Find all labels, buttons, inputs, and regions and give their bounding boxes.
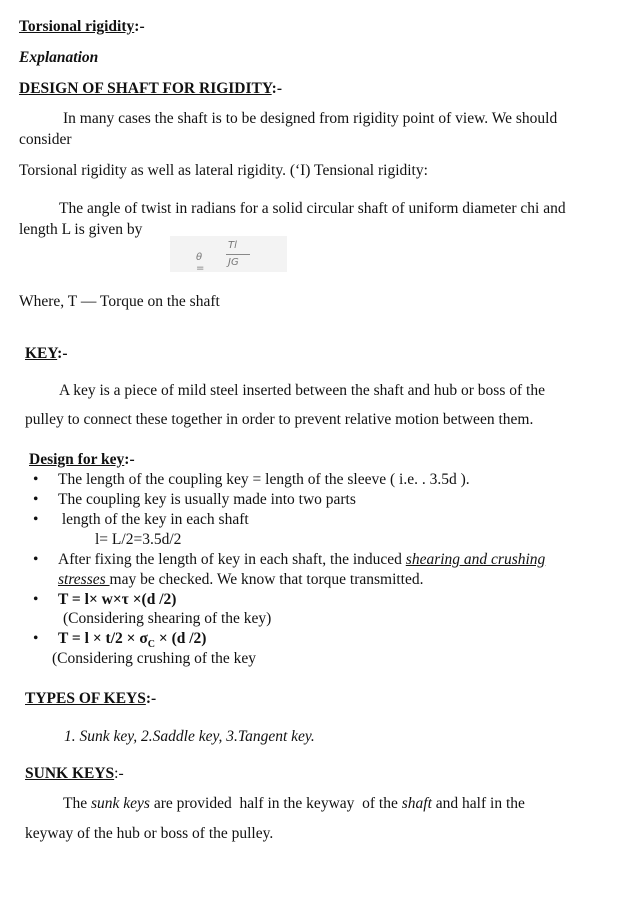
bullet-text: The length of the coupling key = length of the sleeve ( i.e. . 3.5d ).	[58, 471, 470, 488]
bullet-text	[58, 551, 545, 569]
fraction-bar	[226, 254, 250, 255]
heading-suffix: :-	[145, 690, 157, 707]
para1-line2: consider	[19, 131, 72, 148]
heading-text: SUNK KEYS	[25, 765, 115, 782]
key-heading	[25, 345, 68, 363]
bullet-text: length of the key in each shaft	[58, 511, 249, 528]
bullet-dot: •	[33, 630, 39, 647]
formula-subscript: C	[147, 639, 155, 651]
bullet-text: The coupling key is usually made into two parts	[58, 491, 356, 508]
emphasis-shaft: shaft	[401, 795, 432, 812]
shear-torque-formula: T = l× w×τ ×(d /2)	[58, 591, 177, 608]
types-heading	[25, 690, 156, 708]
heading-suffix: :-	[124, 451, 135, 468]
twist-formula-image	[170, 236, 287, 272]
crush-torque-formula	[58, 630, 206, 650]
formula-part: T = l × t/2 × σ	[58, 630, 148, 647]
sunk-line2: keyway of the hub or boss of the pulley.	[25, 825, 274, 842]
para2-line2: length L is given by	[19, 221, 143, 238]
formula-denominator: JG	[228, 257, 239, 268]
explanation-label: Explanation	[19, 49, 99, 66]
bullet-continuation	[58, 571, 424, 589]
bullet-dot: •	[33, 591, 39, 608]
text-run: The	[63, 795, 91, 812]
para1-line1: In many cases the shaft is to be designed from rigidity point of view. We should	[63, 110, 558, 127]
heading-text: Torsional rigidity	[19, 18, 135, 35]
bullet-dot: •	[33, 471, 39, 488]
bullet-dot: •	[33, 491, 39, 508]
heading-suffix: :-	[134, 18, 145, 35]
heading-text: Design for key	[29, 451, 125, 468]
bullet-dot: •	[33, 551, 39, 568]
formula-part: × (d /2)	[155, 630, 207, 647]
bullet-dot: •	[33, 511, 39, 528]
torsional-rigidity-heading	[19, 18, 145, 36]
stresses-link[interactable]: stresses	[58, 571, 110, 588]
key-para-line1: A key is a piece of mild steel inserted between the shaft and hub or boss of the	[59, 382, 545, 399]
where-line: Where, T — Torque on the shaft	[19, 293, 220, 310]
heading-suffix: :-	[57, 345, 68, 362]
emphasis-sunk-keys: sunk keys	[90, 795, 150, 812]
text-run: are provided half in the keyway of the	[149, 795, 402, 812]
sunk-heading	[25, 765, 124, 783]
text-run: and half in the	[431, 795, 525, 812]
key-length-formula: l= L/2=3.5d/2	[95, 531, 182, 548]
shearing-crushing-link[interactable]: shearing and crushing	[405, 551, 546, 568]
key-para-line2: pulley to connect these together in order to prevent relative motion between them.	[25, 411, 534, 428]
para2-line1: The angle of twist in radians for a solid circular shaft of uniform diameter chi and	[59, 200, 566, 217]
formula-lhs: θ =	[196, 252, 205, 274]
heading-text: KEY	[25, 345, 58, 362]
types-list: 1. Sunk key, 2.Saddle key, 3.Tangent key.	[64, 728, 315, 745]
design-key-heading	[29, 451, 135, 469]
heading-text: TYPES OF KEYS	[25, 690, 146, 707]
text-run: After fixing the length of key in each shaft, the induced	[58, 551, 406, 568]
formula-numerator: Tl	[228, 240, 237, 251]
design-shaft-heading	[19, 80, 282, 98]
heading-suffix: :-	[271, 80, 282, 97]
heading-text: DESIGN OF SHAFT FOR RIGIDITY	[19, 80, 272, 97]
sunk-line1	[63, 795, 525, 813]
heading-suffix: :-	[114, 765, 124, 782]
para1-line3: Torsional rigidity as well as lateral rigidity. (‘I) Tensional rigidity:	[19, 162, 428, 179]
text-run: may be checked. We know that torque transmitted.	[109, 571, 424, 588]
crush-note: (Considering crushing of the key	[52, 650, 257, 667]
shear-note: (Considering shearing of the key)	[63, 610, 272, 627]
